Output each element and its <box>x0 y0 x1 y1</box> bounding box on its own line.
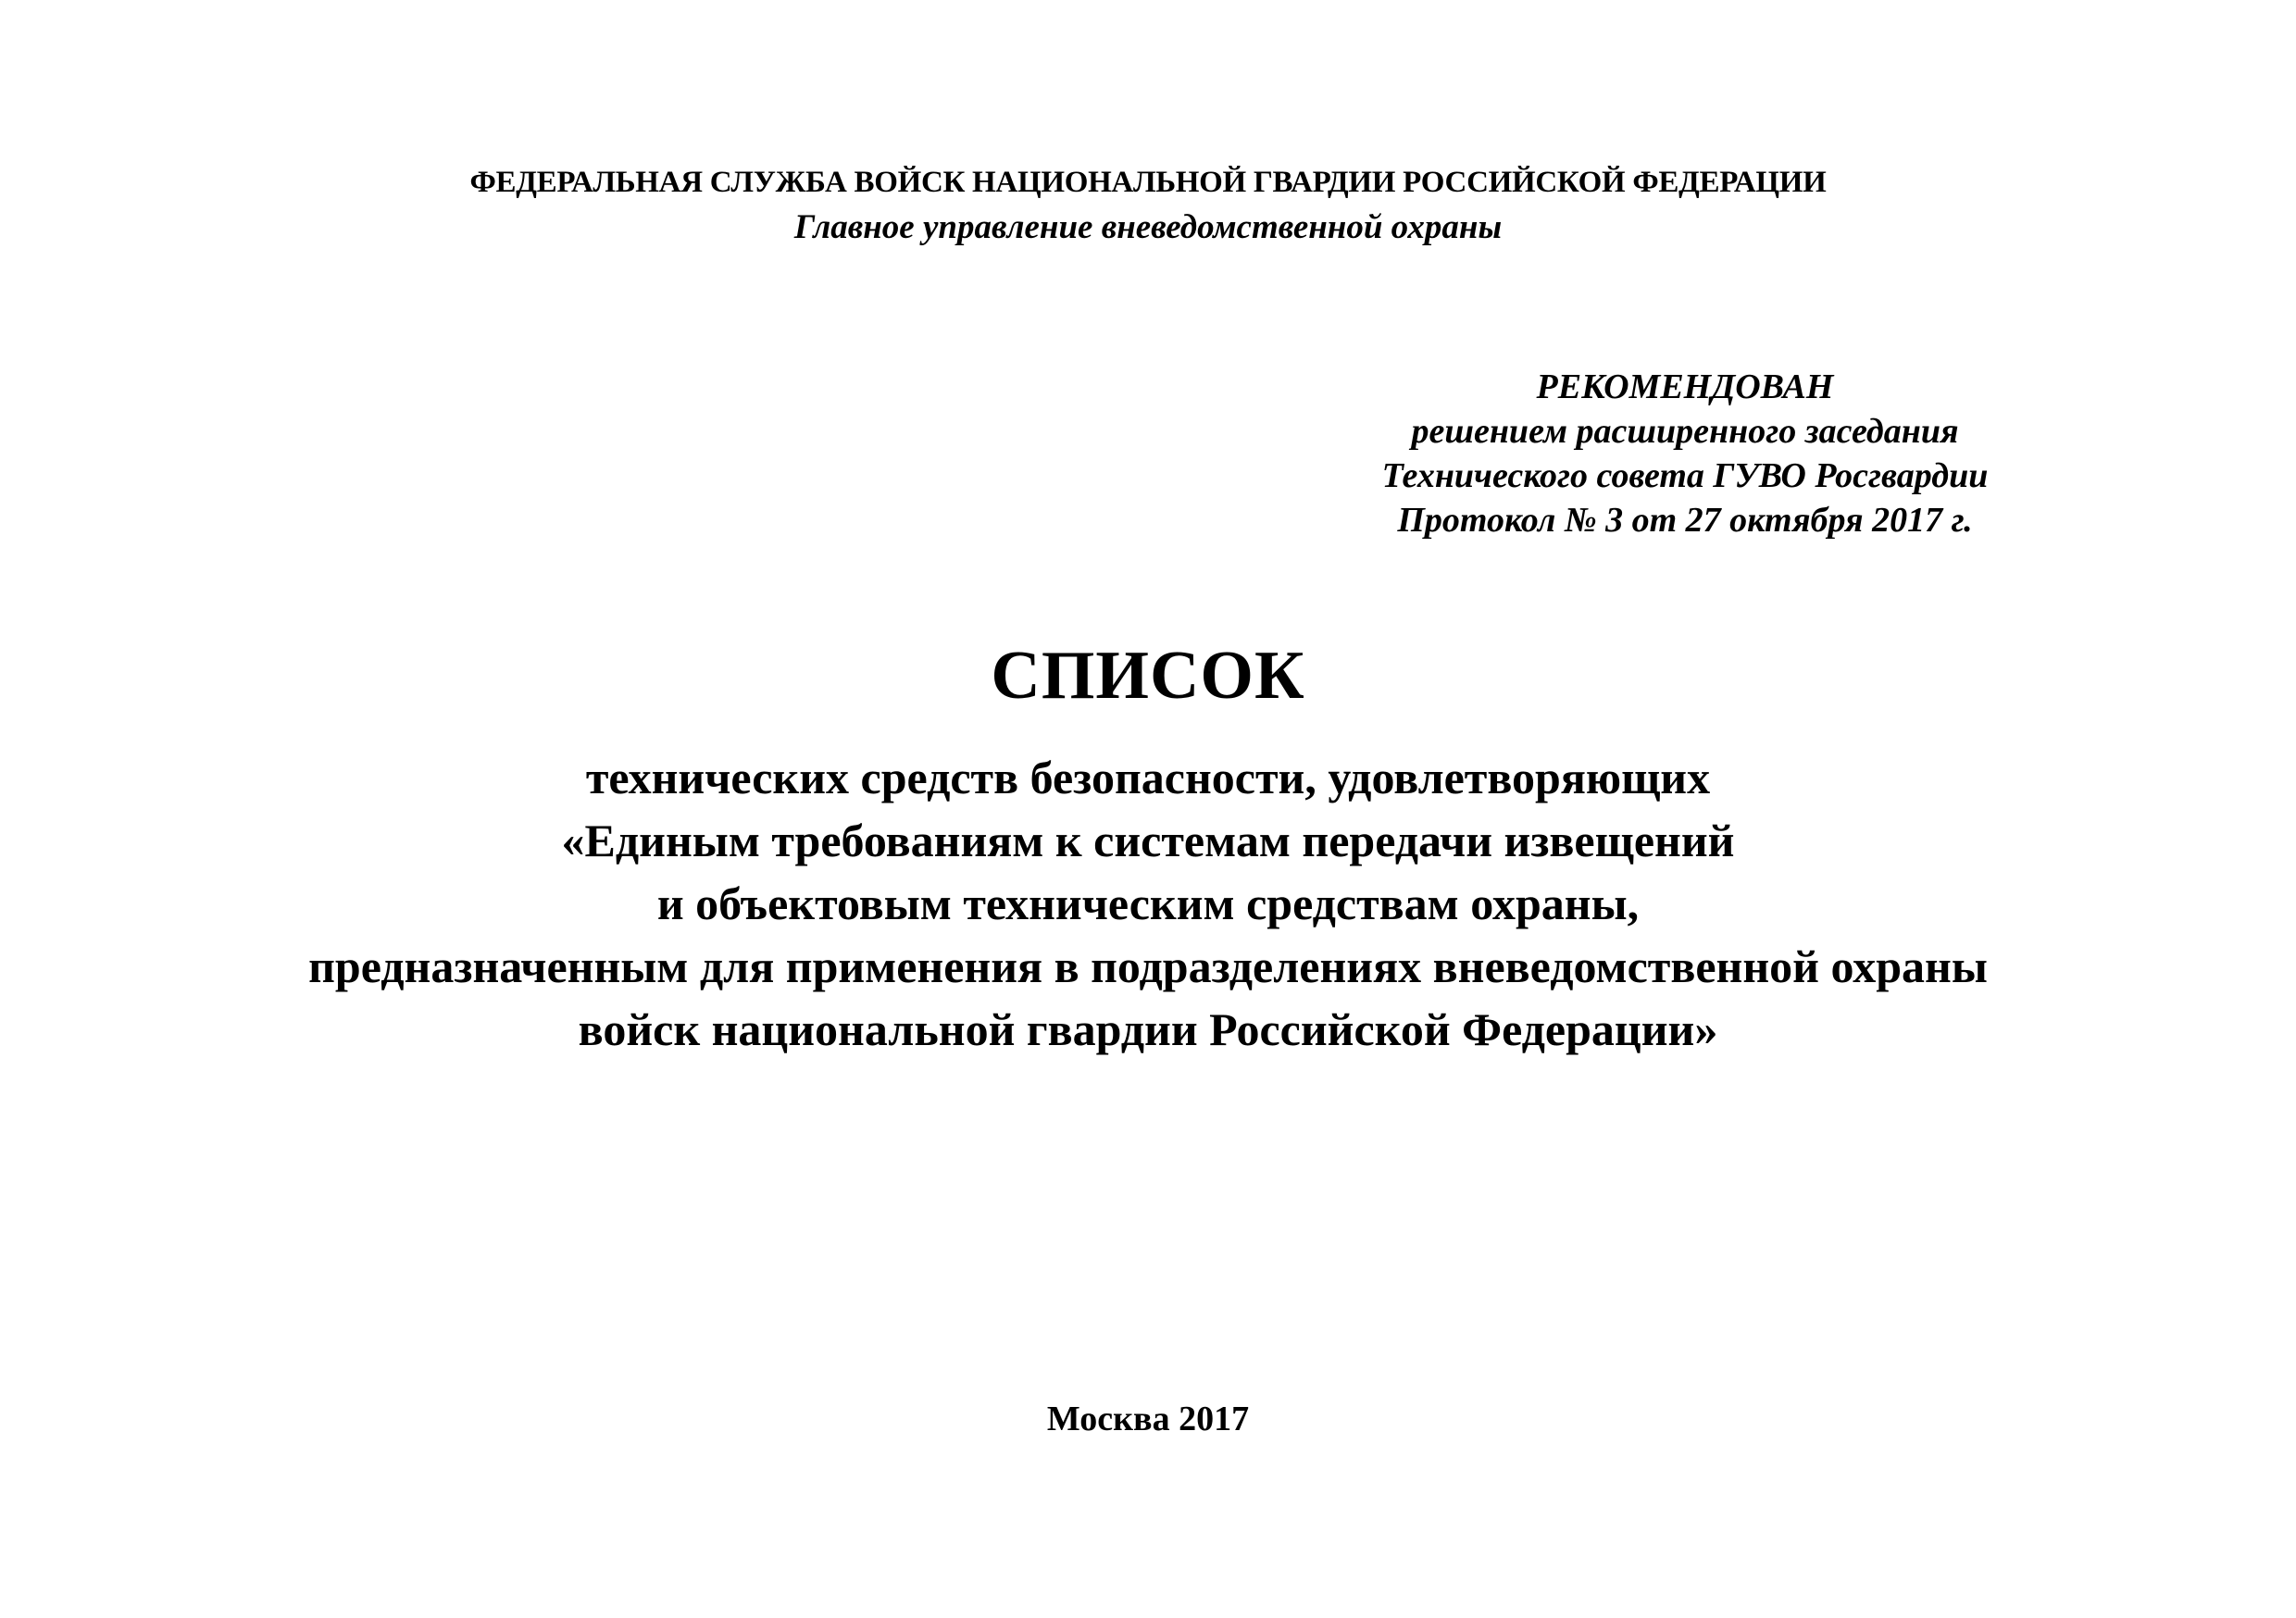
subtitle-line: предназначенным для применения в подразделениях вневедомственной охраны <box>308 940 1988 992</box>
approval-status: РЕКОМЕНДОВАН <box>1536 367 1834 406</box>
approval-council: Технического совета ГУВО Росгвардии <box>1381 456 1989 495</box>
approval-decision: решением расширенного заседания <box>1411 412 1959 451</box>
department-name: Главное управление вневедомственной охраны <box>793 208 1503 246</box>
approval-protocol: Протокол № 3 от 27 октября 2017 г. <box>1397 501 1973 540</box>
document-title: СПИСОК <box>991 638 1305 714</box>
title-block <box>0 629 2296 1061</box>
approval-stamp <box>1333 365 2037 542</box>
subtitle-line: войск национальной гвардии Российской Федерации» <box>578 1003 1718 1055</box>
place-and-year: Москва 2017 <box>1046 1400 1250 1438</box>
subtitle-line: технических средств безопасности, удовлетворяющих <box>585 752 1711 803</box>
document-header <box>0 159 2296 250</box>
agency-name: ФЕДЕРАЛЬНАЯ СЛУЖБА ВОЙСК НАЦИОНАЛЬНОЙ ГВАРДИИ РОССИЙСКОЙ ФЕДЕРАЦИИ <box>469 166 1827 199</box>
subtitle-line: и объектовым техническим средствам охраны, <box>656 877 1640 929</box>
subtitle-line: «Единым требованиям к системам передачи извещений <box>561 815 1735 866</box>
